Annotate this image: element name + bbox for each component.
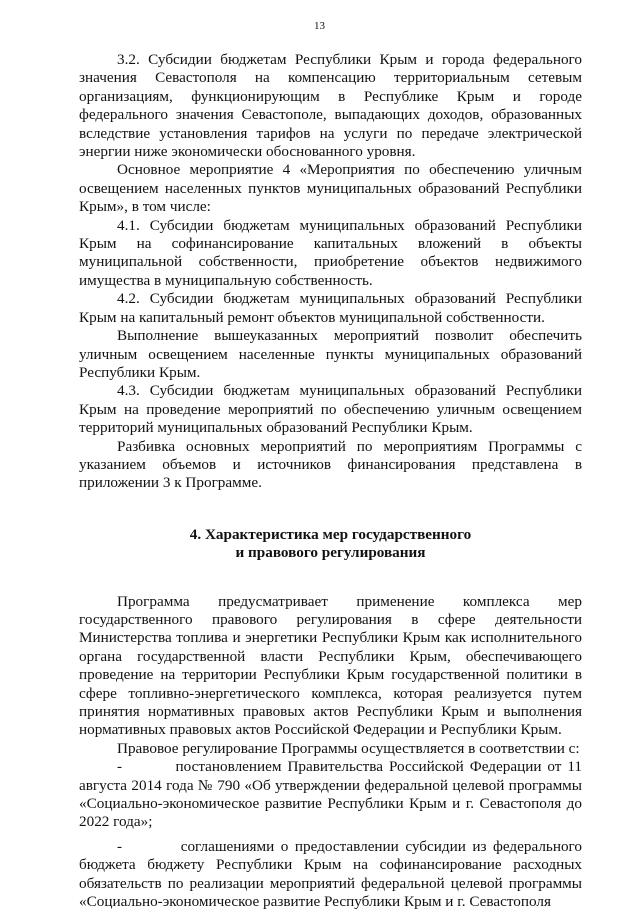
section-heading-line-1: 4. Характеристика мер государственного — [189, 525, 472, 543]
paragraph-main-activity-4: Основное мероприятие 4 «Мероприятия по обеспечению уличным освещением населенных пунктов муниципальных образований Республики Крым», в том числе: — [79, 161, 582, 216]
paragraph-4-2: 4.2. Субсидии бюджетам муниципальных образований Республики Крым на капитальный ремонт объектов муниципальной собственности. — [79, 290, 582, 326]
page-number: 13 — [314, 20, 325, 32]
section-heading-line-2: и правового регулирования — [235, 544, 426, 562]
paragraph-breakdown: Разбивка основных мероприятий по мероприятиям Программы с указанием объемов и источников финансирования представлена в приложении 3 к Программе. — [79, 437, 582, 492]
paragraph-program-regulation: Программа предусматривает применение комплекса мер государственного правового регулирования в сфере деятельности Министерства топлива и энергетики Республики Крым как исполнительного органа государственной власти Республики Крым, обеспечивающего проведение на территории Республики Крым государственной политики в сфере топливно-энергетического комплекса, которая реализуется путем принятия нормативных правовых актов Республики Крым и выполнения нормативных правовых актов Российской Федерации и Республики Крым. — [79, 592, 582, 739]
section-heading — [79, 526, 582, 563]
document-body — [79, 51, 582, 911]
list-item-subsidy-agreements: - соглашениями о предоставлении субсидии из федерального бюджета бюджету Республики Крым на софинансирование расходных обязательств по реализации мероприятий федеральной целевой программы «Социально-экономическое развитие Республики Крым и г. Севастополя — [79, 837, 582, 911]
paragraph-4-1: 4.1. Субсидии бюджетам муниципальных образований Республики Крым на софинансирование капитальных вложений в объекты муниципальной собственности, приобретение объектов недвижимого имущества в муниципальную собственность. — [79, 216, 582, 289]
paragraph-implementation: Выполнение вышеуказанных мероприятий позволит обеспечить уличным освещением населенные пункты муниципальных образований Республики Крым. — [79, 327, 582, 381]
paragraph-legal-basis: Правовое регулирование Программы осуществляется в соответствии с: — [117, 739, 580, 757]
paragraph-4-3: 4.3. Субсидии бюджетам муниципальных образований Республики Крым на проведение мероприятий по обеспечению уличным освещением территорий муниципальных образований Республики Крым. — [79, 382, 582, 437]
paragraph-3-2: 3.2. Субсидии бюджетам Республики Крым и города федерального значения Севастополя на компенсацию территориальным сетевым организациям, функционирующим в Республике Крым и городе федерального значения Севастополе, выпадающих доходов, образованных вследствие установления тарифов на услуги по передаче электрической энергии ниже экономически обоснованного уровня. — [79, 51, 582, 161]
list-item-government-decree: - постановлением Правительства Российской Федерации от 11 августа 2014 года № 790 «Об утверждении федеральной целевой программы «Социально-экономическое развитие Республики Крым и г. Севастополя до 2022 года»; — [79, 758, 582, 831]
